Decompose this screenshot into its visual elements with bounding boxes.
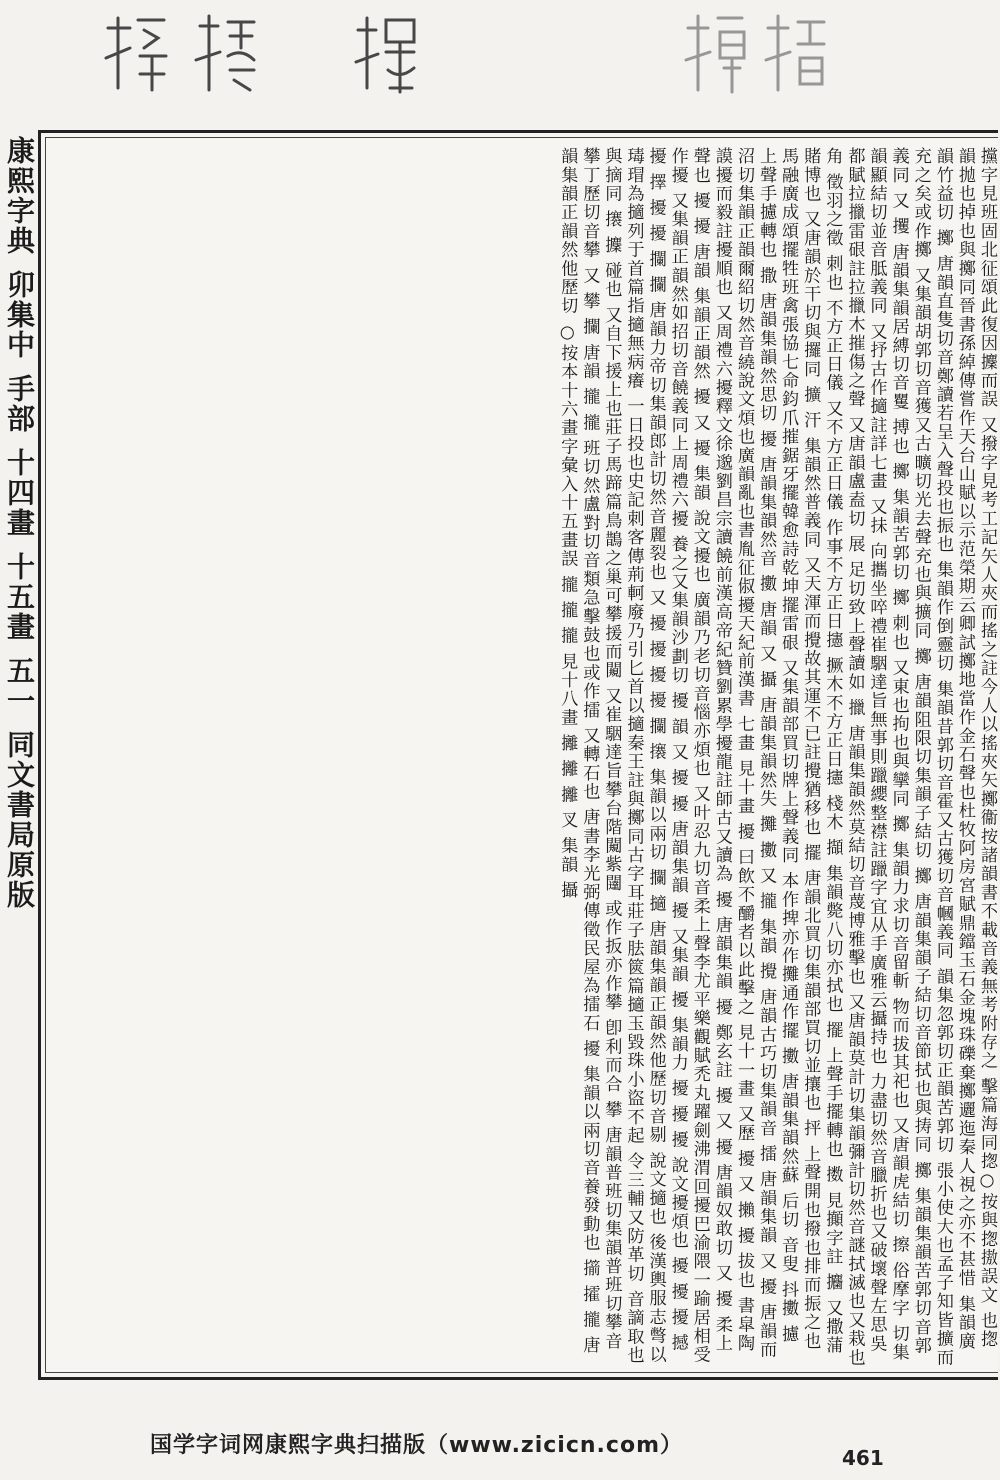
seal-glyph-icon (760, 8, 830, 98)
running-title (0, 130, 38, 1380)
radical-label: 手部 (3, 374, 36, 434)
seal-glyph-icon (350, 8, 420, 98)
volume-label: 卯集中 (3, 270, 36, 360)
publisher-label: 同文書局原版 (3, 730, 36, 910)
seal-glyph-icon (680, 8, 750, 98)
stroke-count-label: 十五畫 (3, 552, 36, 642)
dictionary-entries: 攩字見班固北征頌此復因攈而誤 又撥字見考工記矢人夾而搖之註今人以搖夾矢擲衞按諸韻書不載音義無考附存之 擊篇海同揔○按與揔𢳆誤文 也揔韻拋也掉也與擲同晉書孫綽傳嘗作天台山賦以示范榮期云卿試擲地當作金石聲也杜牧阿房宮賦鼎鐺玉石金塊珠礫棄擲邐迤秦人視之亦不甚惜 集韻廣韻竹益切 擲 唐韻直隻切音鄭讀若呈入聲投也振也 集韻作倒靈切 集韻昔郭切音霍又古獲切音幗義同 韻集忽郭切正韻苦郭切 張小使大也孟子知皆擴而充之矣或作擲 又集韻胡郭切音獲又古曠切光去聲充也與擴同 擲 唐韻阻限切集韻子結切 擲 唐韻集韻子結切音節拭也與𢭏同 擲 集韻集韻苦郭切音郭義同 又 攫 唐韻集韻居縛切音矍 搏也 擲 集韻苦郭切 擲 刺也 又東也拘也與攣同 擲 集韻力求切音留斬 物而拔其祀也 又唐韻虎結切 擦 俗摩字 切集韻顯結切並音胝義同 又抒古作擿註詳七畫 又抺 向攜坐啐禮崔駰達旨無事則躐纓整襟註躐字宜从手廣雅云攝持也 力盡切然音臘折也又破壞聲左思吳都賦拉擸雷硍註拉擸木摧傷之聲 又唐韻盧盍切 展 足切致上聲讀如 擸 唐韻集韻然莫結切音蔑博雅擊也 又唐韻莫計切集韻彌計切然音謎拭滅也又栽也 角 徵羽之徵 刺也 不方正日儀 又不方正日儀 作事不方正日攇 撅木不方正日攇 棧木 擷 集韻斃八切亦拭也 擺 上聲手擺轉也 擞 見攧字註 攟 又撒蒲賭博也 又唐韻於干切與攞同 擴 汗 集韻然普義同 又天渾而攪故其運不已註攪猶移也 擺 唐韻北買切集韻部買切並攘也 抨 上聲開也撥也排而振之也馬融廣成頌擺牲班禽張協七命鈞爪摧鋸牙擺韓愈詩乾坤擺雷硍 又集韻部買切牌上聲義同 本作捭亦作攤通作擺 擻 唐韻集韻然蘇 后切 音叟 抖擻 攄 上聲手攄轉也 撒 唐韻集韻然思切 擾 唐韻集韻然音 擻 唐韻 又 攝 唐韻集韻然失 攤 擻 又 攏 集韻 攪 唐韻古巧切集韻音 擂 唐韻集韻 又 擾 唐韻而沼切集韻正韻爾紹切然音繞說文煩也廣韻亂也書胤征俶擾天紀前漢書 七畫 見十畫 擾 曰飲不釂者以此擊之 見十一畫 又歷 擾 又 攋 擾 拔也 書皐陶謨擾而毅註擾順也 又周禮六擾釋文徐邈劉昌宗讀饒前漢高帝紀贊劉累學擾龍註師古又讀為 擾 唐韻集韻 擾 鄭玄註 擾 又 擾 唐韻奴敢切 又 擾 柔上聲也 擾 擾 唐韻 集韻正韻然 擾 又 擾 集韻 說文擾也 廣韻乃老切音惱亦煩也 又叶忍九切音柔上聲李尤平樂觀賦禿丸躍劍沸渭回擾巴渝隈一踰居相受 作擾 又集韻正韻然如招切音饒義同上周禮六擾 養之又集韻沙劃切 擾 韻 又 擾 擾 唐韻集韻 擾 又集韻 擾 集韻力 擾 擾 擾 說文擾煩也 擾 擾 擾 撼 擾 擇 擾 擾 攔 攔 唐韻力帝切集韻郎計切然音麗裂也 又 擾 擾 擾 擾 攔 攐 集韻以兩切 攔 擿 唐韻集韻正韻然他歷切音剔 說文擿也 後漢輿服志彆以瑇瑁為擿列于首篇指擿無病癢 一日投也史記刺客傳荊軻廢乃引匕首以擿秦王註與擲同古字耳莊子胠篋篇擿玉毀珠小盜不起 令三輔又防革切 音謫取也與摘同 攐 攈 碰也 又自下援上也莊子馬蹄篇鳥鵲之巢可攀援而闚 又崔駰達旨攀台階闚紫闥 或作扳亦作攀 卽利而合 攀 唐韻普班切集韻普班切攀音攀丁歷切音攀 又 攀 攔 唐韻 攏 攏 班切然盧對切音類急擊鼓也或作擂 又轉石也 唐書李光弼傳徵民屋為擂石 擾 集韻以兩切音養發動也 擶 攉 攏 唐韻集韻正韻然他歷切 ○按本十六畫字彙入十五畫誤 攏 攏 攏 見十八畫 攡 攡 攡 叉 集韻 攝 (557, 147, 997, 1367)
dictionary-body-text (51, 147, 998, 1367)
seal-glyph-icon (190, 8, 260, 98)
stroke-count-label: 十四畫 (3, 448, 36, 538)
seal-glyph-icon (100, 8, 170, 98)
dictionary-page-frame (38, 130, 998, 1380)
seal-script-header (0, 0, 1000, 120)
page-number: 461 (842, 1446, 884, 1470)
book-title: 康熙字典 (3, 136, 36, 256)
folio-label: 五一 (3, 656, 36, 716)
source-watermark: 国学字词网康熙字典扫描版（www.zicicn.com） (150, 1433, 683, 1458)
